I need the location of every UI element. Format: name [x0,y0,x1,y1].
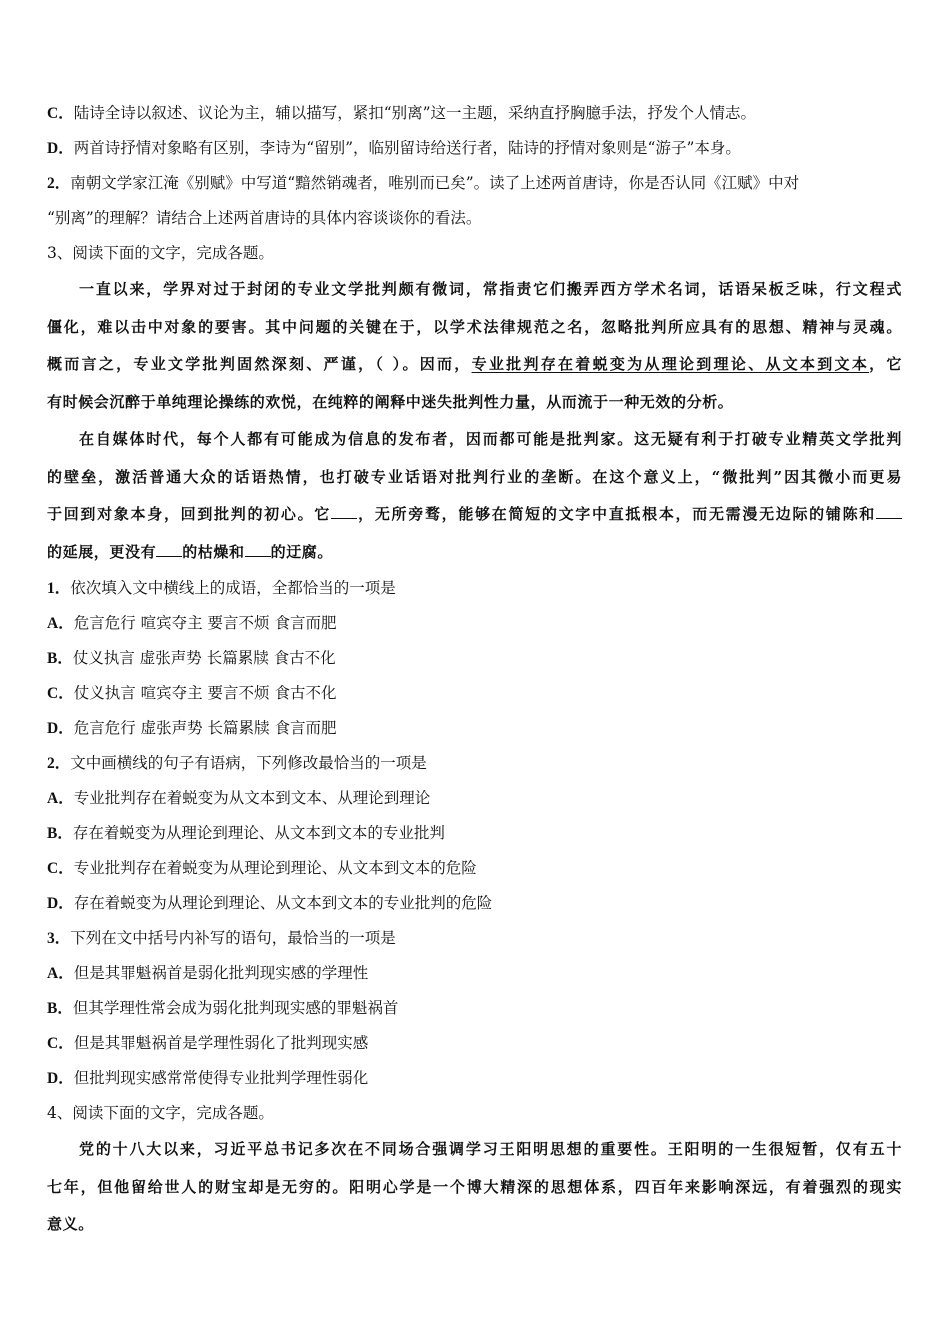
question-3-option-b[interactable] [47,991,902,1026]
option-text: 危言危行 虚张声势 长篇累牍 食言而肥 [73,719,337,737]
question-2-option-a[interactable] [47,781,902,816]
question-number: 1． [47,580,71,597]
question-1-option-a[interactable] [47,606,902,641]
option-letter: C． [47,1035,74,1052]
option-text: 存在着蜕变为从理论到理论、从文本到文本的专业批判的危险 [73,894,493,912]
option-letter: D． [47,1070,74,1087]
option-letter: C． [47,105,74,122]
option-text: 但批判现实感常常使得专业批判学理性弱化 [73,1069,369,1087]
question-3-option-c[interactable] [47,1026,902,1061]
option-letter: D． [47,895,74,912]
question-stem: 文中画横线的句子有语病，下列修改最恰当的一项是 [70,754,427,772]
question-2-stem [47,746,902,781]
passage-line: 有时候会沉醉于单纯理论操练的欢悦，在纯粹的阐释中迷失批判性力量，从而流于一种无效的分析。 [47,392,734,411]
question-3-option-a[interactable] [47,956,902,991]
option-text: 但是其罪魁祸首是弱化批判现实感的学理性 [73,964,369,982]
question-1-stem [47,571,902,606]
fill-blank[interactable] [331,504,357,519]
passage-line: 党的十八大以来，习近平总书记多次在不同场合强调学习王阳明思想的重要性。王阳明的一生很短暂，仅有五十 [79,1140,902,1158]
exam-page [47,96,902,1244]
question-stem: 依次填入文中横线上的成语，全都恰当的一项是 [70,579,396,597]
section-3-passage-1 [47,271,902,421]
option-text: 仗义执言 虚张声势 长篇累牍 食古不化 [72,649,336,667]
passage-text: 的迂腐。 [270,542,334,561]
section-4-passage [47,1131,902,1244]
passage-line: 意义。 [47,1215,94,1233]
question-number: 2． [47,755,71,772]
option-letter: D． [47,140,74,157]
question-1-option-c[interactable] [47,676,902,711]
passage-text: ，无所旁骛，能够在简短的文字中直抵根本，而无需漫无边际的铺陈和 [357,505,877,523]
option-text: 陆诗全诗以叙述、议论为主，辅以描写，紧扣“别离”这一主题，采纳直抒胸臆手法，抒发个人情志。 [73,104,757,122]
option-letter: A． [47,965,74,982]
option-d-prev [47,131,902,166]
passage-text: 概而言之，专业文学批判固然深刻、严谨，（ ）。因而， [47,355,472,373]
fill-blank[interactable] [156,542,182,557]
passage-text: 的延展，更没有 [47,542,157,561]
option-letter: C． [47,860,74,877]
option-letter: C． [47,685,74,702]
section-4-heading: 4、阅读下面的文字，完成各题。 [47,1104,274,1122]
passage-line: 的壁垒，激活普通大众的话语热情，也打破专业话语对批判行业的垄断。在这个意义上，“微批判”因其微小而更易 [47,467,902,486]
passage-line-with-underline [47,346,902,384]
option-text: 专业批判存在着蜕变为从理论到理论、从文本到文本的危险 [73,859,477,877]
question-number: 2． [47,175,71,192]
option-text: 仗义执言 喧宾夺主 要言不烦 食古不化 [73,684,337,702]
option-letter: D． [47,720,74,737]
section-3-passage-2 [47,421,902,571]
question-number: 3． [47,930,71,947]
passage-line: 在自媒体时代，每个人都有可能成为信息的发布者，因而都可能是批判家。这无疑有利于打破专业精英文学批判 [79,430,902,448]
option-c-prev [47,96,902,131]
fill-blank[interactable] [876,504,902,519]
question-stem: 下列在文中括号内补写的语句，最恰当的一项是 [70,929,396,947]
question-2-option-b[interactable] [47,816,902,851]
question-stem: 南朝文学家江淹《别赋》中写道“黯然销魂者，唯别而已矣”。读了上述两首唐诗，你是否认同《江赋》中对 [70,174,800,192]
option-text: 专业批判存在着蜕变为从文本到文本、从理论到理论 [73,789,431,807]
option-letter: B． [47,1000,73,1017]
passage-line: 一直以来，学界对过于封闭的专业文学批判颇有微词，常指责它们搬弄西方学术名词，话语呆板乏味，行文程式 [79,280,902,298]
passage-line-with-blanks [47,496,902,534]
option-text: 但其学理性常会成为弱化批判现实感的罪魁祸首 [72,999,399,1017]
section-3-heading: 3、阅读下面的文字，完成各题。 [47,244,274,262]
question-2-option-c[interactable] [47,851,902,886]
question-3-option-d[interactable] [47,1061,902,1096]
question-1-option-b[interactable] [47,641,902,676]
question-3-stem [47,921,902,956]
option-text: 危言危行 喧宾夺主 要言不烦 食言而肥 [73,614,337,632]
passage-line: 僵化，难以击中对象的要害。其中问题的关键在于，以学术法律规范之名，忽略批判所应具有的思想、精神与灵魂。 [47,317,902,336]
question-stem-cont: “别离”的理解？请结合上述两首唐诗的具体内容谈谈你的看法。 [47,209,482,227]
question-2-prev-line1 [47,166,902,201]
underlined-sentence: 专业批判存在着蜕变为从理论到理论、从文本到文本 [471,355,870,373]
option-letter: A． [47,615,74,632]
passage-line-with-blanks [47,534,902,572]
passage-line: 七年，但他留给世人的财宝却是无穷的。阳明心学是一个博大精深的思想体系，四百年来影响深远，有着强烈的现实 [47,1177,902,1196]
question-2-prev-line2 [47,201,902,236]
question-2-option-d[interactable] [47,886,902,921]
option-text: 但是其罪魁祸首是学理性弱化了批判现实感 [73,1034,369,1052]
passage-text: ，它 [869,355,902,373]
option-text: 两首诗抒情对象略有区别，李诗为“留别”，临别留诗给送行者，陆诗的抒情对象则是“游子”本身。 [73,139,741,157]
question-1-option-d[interactable] [47,711,902,746]
option-letter: B． [47,650,73,667]
passage-text: 的枯燥和 [182,542,245,561]
option-letter: A． [47,790,74,807]
option-letter: B． [47,825,73,842]
passage-text: 于回到对象本身，回到批判的初心。它 [47,505,332,523]
option-text: 存在着蜕变为从理论到理论、从文本到文本的专业批判 [72,824,445,842]
fill-blank[interactable] [245,542,271,557]
